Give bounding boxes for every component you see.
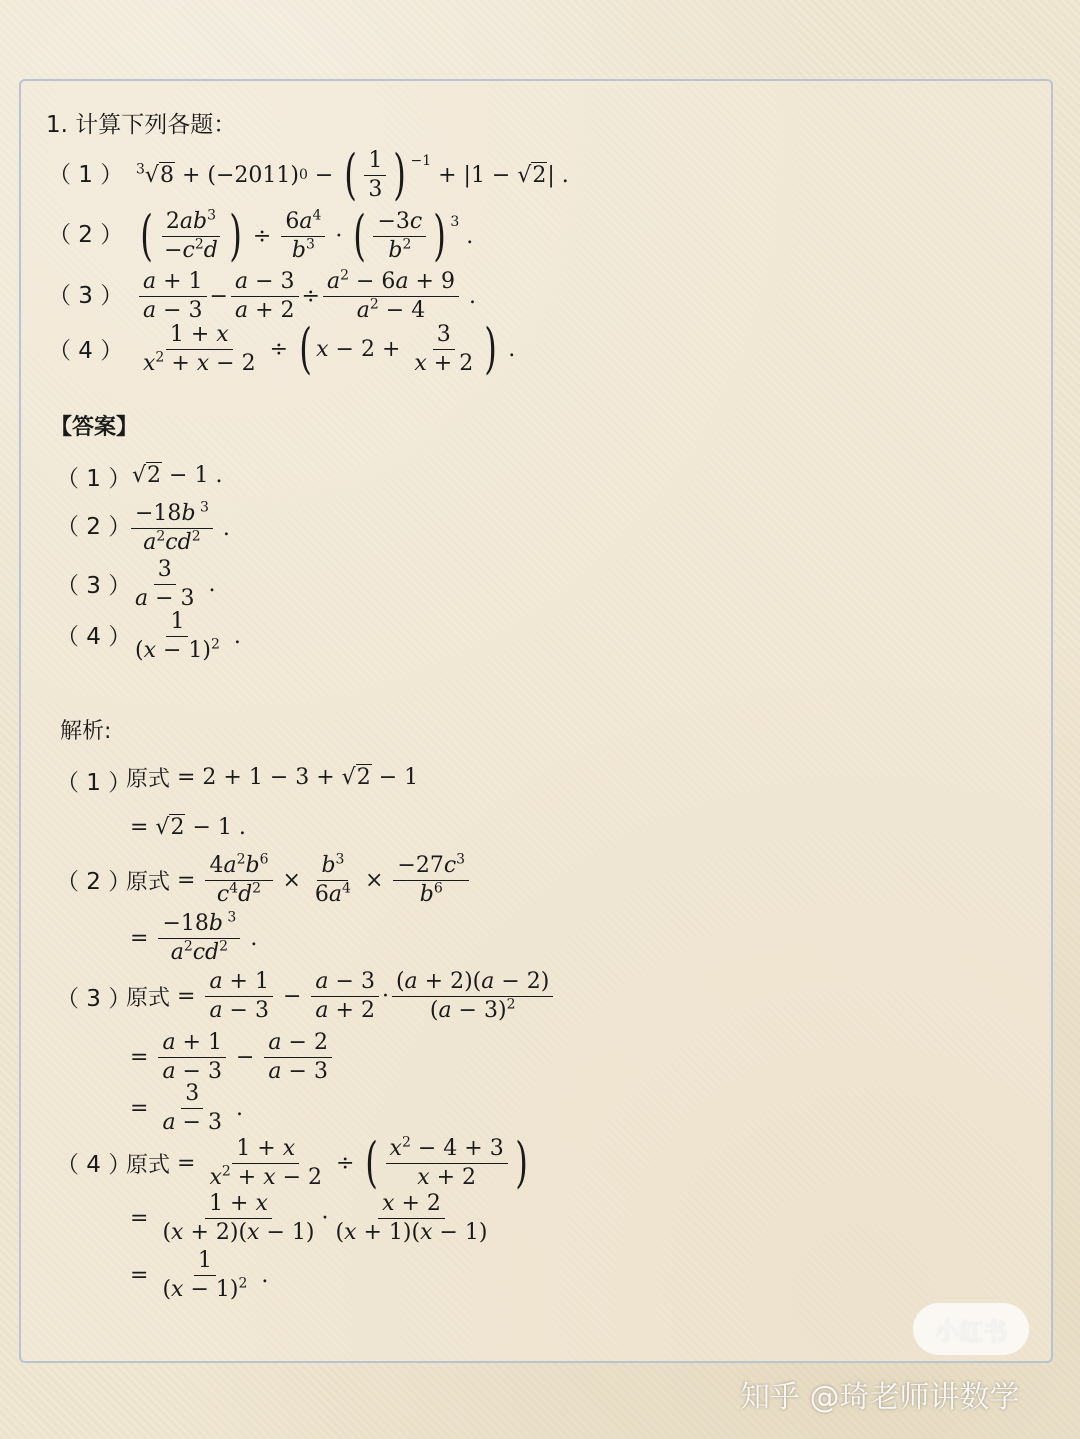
- analysis-step-1a: 原式 = 2 + 1 − 3 + √2 − 1: [126, 760, 418, 794]
- question-expr-2: ( $\frac{2ab^3}{-c^2d}$ ) ÷ $\frac{6a^4}{b^3}$ · ( $\frac{-3c}{b^2}$ ) $^3$ .: [140, 204, 474, 267]
- question-heading: 1. 计算下列各题：: [46, 112, 237, 138]
- zhihu-watermark: 知乎 @琦老师讲数学: [740, 1380, 1020, 1415]
- question-label-2: （ 2 ）: [48, 222, 124, 248]
- answer-heading: 【答案】: [50, 415, 139, 440]
- answer-label-4: （ 4 ）: [56, 624, 132, 650]
- analysis-label-2: （ 2 ）: [56, 869, 132, 895]
- question-label-3: （ 3 ）: [48, 283, 124, 309]
- yuanshi-label: 原式: [126, 766, 171, 792]
- answer-expr-2: $\frac{-18b ^3}{a^2cd^2}$ .: [128, 496, 230, 560]
- question-label-1: （ 1 ）: [48, 162, 124, 188]
- analysis-heading: 解析:: [60, 719, 112, 744]
- analysis-label-3: （ 3 ）: [56, 986, 132, 1012]
- answer-expr-4: $\frac{1}{(x - 1)^2}$ .: [135, 609, 241, 663]
- analysis-step-2a: 原式 = $\frac{4a^2b^6}{c^4d^2}$ × $\frac{b^3}{6a^4}$ × $\frac{-27c^3}{b^6}$: [126, 850, 472, 910]
- analysis-step-1b: = √ 2 − 1 .: [130, 814, 246, 840]
- question-expr-1: $^3$√8 + (−2011) 0 − ( $\frac{1}{3}$ ) $^{-1}$ + |1 − √ 2 | .: [136, 143, 569, 206]
- analysis-label-4: （ 4 ）: [56, 1152, 132, 1178]
- yuanshi-label: 原式: [126, 985, 171, 1011]
- analysis-step-3b: = $\frac{a + 1}{a - 3}$ − $\frac{a - 2}{a - 3}$: [130, 1028, 335, 1086]
- analysis-label-1: （ 1 ）: [56, 770, 132, 796]
- analysis-step-4c: = $\frac{1}{(x - 1)^2}$ .: [130, 1248, 269, 1302]
- answer-expr-3: $\frac{3}{a - 3}$ .: [135, 557, 216, 611]
- analysis-step-2b: = $\frac{-18b ^3}{a^2cd^2}$ .: [130, 909, 258, 965]
- question-expr-3: $\frac{a + 1}{a - 3}$ − $\frac{a - 3}{a + 2}$ ÷ $\frac{a^2 - 6a + 9}{a^2 - 4}$ .: [136, 266, 476, 326]
- question-label-4: （ 4 ）: [48, 338, 124, 364]
- answer-expr-1: √ 2 − 1 .: [132, 462, 223, 488]
- answer-label-2: （ 2 ）: [56, 514, 132, 540]
- yuanshi-label: 原式: [126, 1152, 171, 1178]
- answer-label-3: （ 3 ）: [56, 573, 132, 599]
- analysis-step-3c: = $\frac{3}{a - 3}$ .: [130, 1081, 243, 1135]
- yuanshi-label: 原式: [126, 869, 171, 895]
- analysis-step-4a: 原式 = $\frac{1 + x}{x^2 + x - 2}$ ÷ ( $\frac{x^2 - 4 + 3}{x + 2}$ ): [126, 1131, 528, 1194]
- question-expr-4: $\frac{1 + x}{x^2 + x - 2}$ ÷ ( x − 2 + $\frac{3}{x + 2}$ ) .: [143, 317, 516, 380]
- analysis-step-3a: 原式 = $\frac{a + 1}{a - 3}$ − $\frac{a - 3}{a + 2}$ · $\frac{(a + 2)(a - 2)}{(a - 3)^2}$: [126, 964, 556, 1028]
- xiaohongshu-logo: 小红书: [913, 1303, 1029, 1355]
- answer-label-1: （ 1 ）: [56, 466, 132, 492]
- analysis-step-4b: = $\frac{1 + x}{(x + 2)(x - 1)}$ · $\frac{x + 2}{(x + 1)(x - 1)}$: [130, 1191, 488, 1245]
